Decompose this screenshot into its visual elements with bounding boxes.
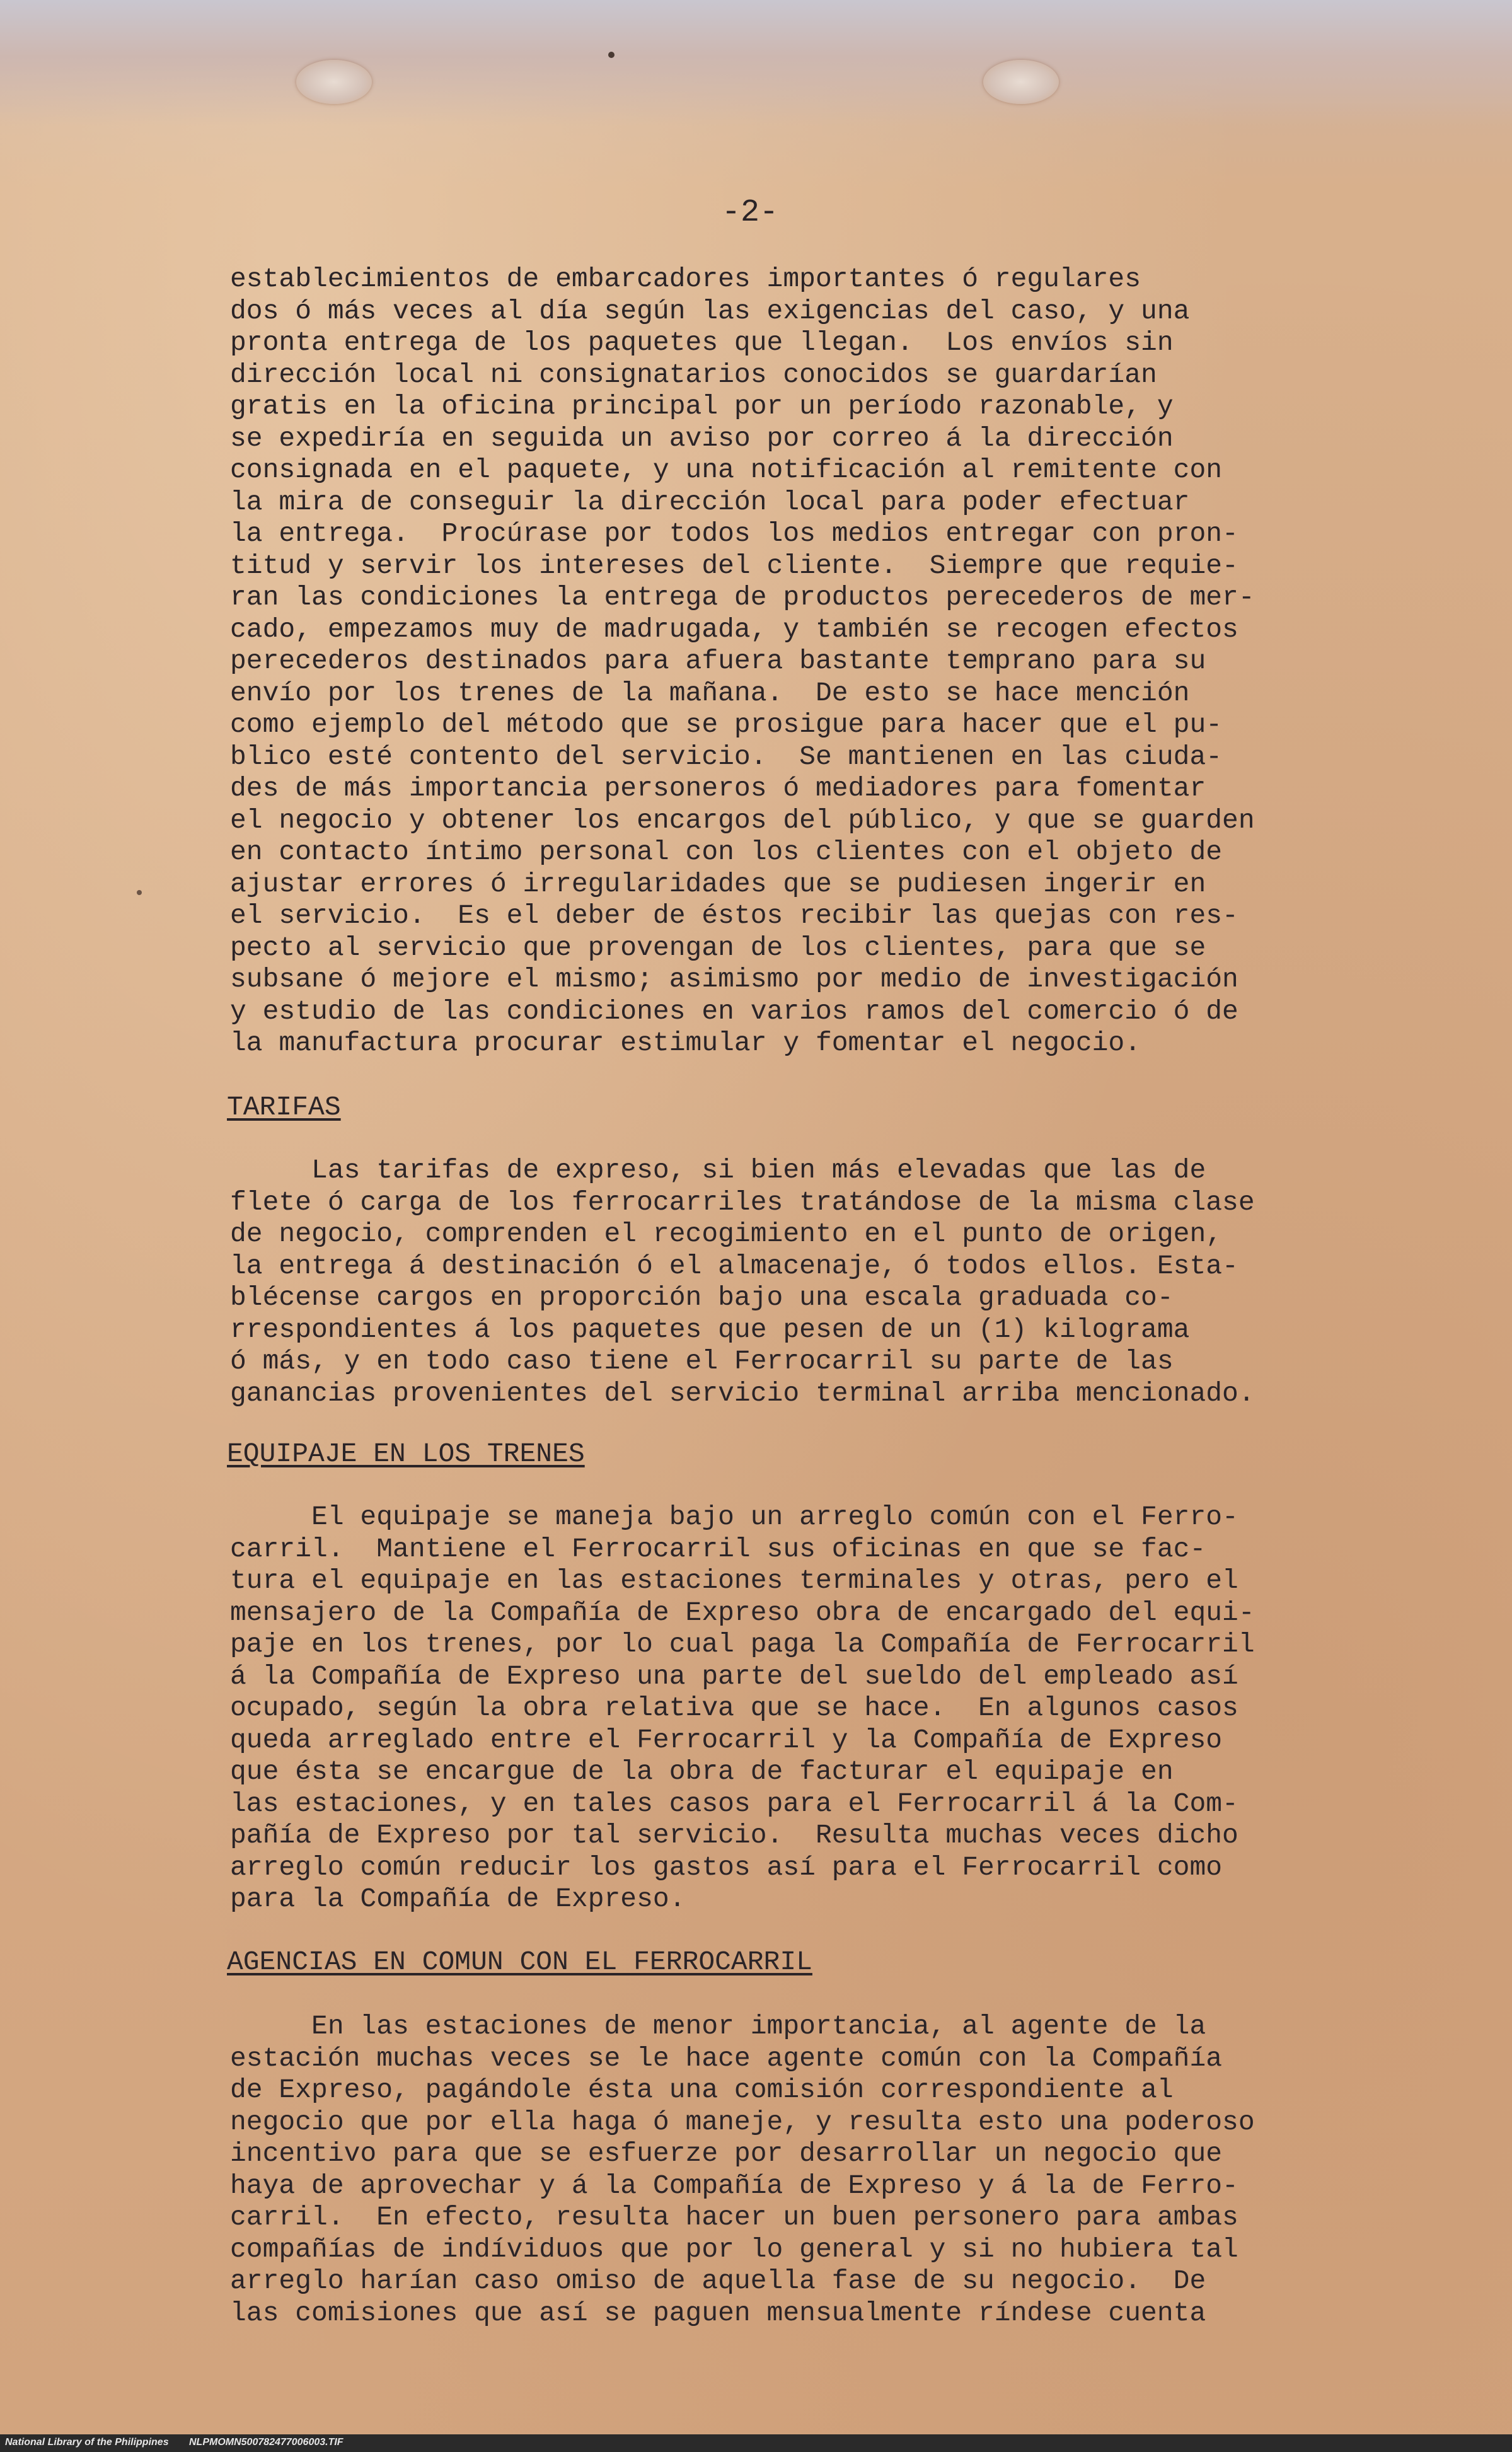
paragraph-intro: establecimientos de embarcadores importantes ó regulares dos ó más veces al día según las exigencias del caso, y una pronta entrega de los paquetes que llegan. Los envíos sin dirección local ni consignatarios conocidos se guardarían gratis en la oficina principal por un período razonable, y se expediría en seguida un aviso por correo á la dirección consignada en el paquete, y una notificación al remitente con la mira de conseguir la dirección local para poder efectuar la entrega. Procúrase por todos los medios entregar con pron- titud y servir los intereses del cliente. Siempre que requie- ran las condiciones la entrega de productos perecederos de mer- cado, empezamos muy de madrugada, y también se recogen efectos perecederos destinados para afuera bastante temprano para su envío por los trenes de la mañana. De esto se hace mención como ejemplo del método que se prosigue para hacer que el pu- blico esté contento del servicio. Se mantienen en las ciuda- des de más importancia personeros ó mediadores para fomentar el negocio y obtener los encargos del público, y que se guarden en contacto íntimo personal con los clientes con el objeto de ajustar errores ó irregularidades que se pudiesen ingerir en el servicio. Es el deber de éstos recibir las quejas con res- pecto al servicio que provengan de los clientes, para que se subsane ó mejore el mismo; asimismo por medio de investigación y estudio de las condiciones en varios ramos del comercio ó de la manufactura procurar estimular y fomentar el negocio.: [230, 263, 1255, 1058]
paragraph-agencias: En las estaciones de menor importancia, al agente de la estación muchas veces se le hace agente común con la Compañía de Expreso, pagándole ésta una comisión correspondiente al negocio que por ella haga ó maneje, y resulta esto una poderoso incentivo para que se esfuerze por desarrollar un negocio que haya de aprovechar y á la Compañía de Expreso y á la de Ferro- carril. En efecto, resulta hacer un buen personero para ambas compañías de indíviduos que por lo general y si no hubiera tal arreglo harían caso omiso de aquella fase de su negocio. De las comisiones que así se paguen mensualmente ríndese cuenta: [230, 2011, 1255, 2328]
heading-agencias: AGENCIAS EN COMUN CON EL FERROCARRIL: [227, 1946, 812, 1977]
heading-tarifas: TARIFAS: [227, 1092, 341, 1123]
punch-hole: [983, 60, 1059, 104]
paragraph-equipaje: El equipaje se maneja bajo un arreglo común con el Ferro- carril. Mantiene el Ferrocarril sus oficinas en que se fac- tura el equipaje en las estaciones terminales y otras, pero el mensajero de la Compañía de Expreso obra de encargado del equi- paje en los trenes, por lo cual paga la Compañía de Ferrocarril á la Compañía de Expreso una parte del sueldo del empleado así ocupado, según la obra relativa que se hace. En algunos casos queda arreglado entre el Ferrocarril y la Compañía de Expreso que ésta se encargue de la obra de facturar el equipaje en las estaciones, y en tales casos para el Ferrocarril á la Com- pañía de Expreso por tal servicio. Resulta muchas veces dicho arreglo común reducir los gastos así para el Ferrocarril como para la Compañía de Expreso.: [230, 1501, 1255, 1914]
footer-file-id: NLPMOMN500782477006003.TIF: [189, 2437, 343, 2448]
page-number: -2-: [721, 195, 778, 231]
scan-footer: [0, 2434, 1512, 2452]
ink-spot: [608, 52, 615, 58]
paragraph-tarifas: Las tarifas de expreso, si bien más elevadas que las de flete ó carga de los ferrocarriles tratándose de la misma clase de negocio, comprenden el recogimiento en el punto de origen, la entrega á destinación ó el almacenaje, ó todos ellos. Esta- blécense cargos en proporción bajo una escala graduada co- rrespondientes á los paquetes que pesen de un (1) kilograma ó más, y en todo caso tiene el Ferrocarril su parte de las ganancias provenientes del servicio terminal arriba mencionado.: [230, 1155, 1255, 1409]
punch-hole: [296, 60, 372, 104]
footer-library: National Library of the Philippines: [5, 2437, 169, 2448]
ink-spot: [137, 890, 142, 895]
heading-equipaje: EQUIPAJE EN LOS TRENES: [227, 1438, 585, 1469]
paper-damage: [0, 0, 1512, 126]
